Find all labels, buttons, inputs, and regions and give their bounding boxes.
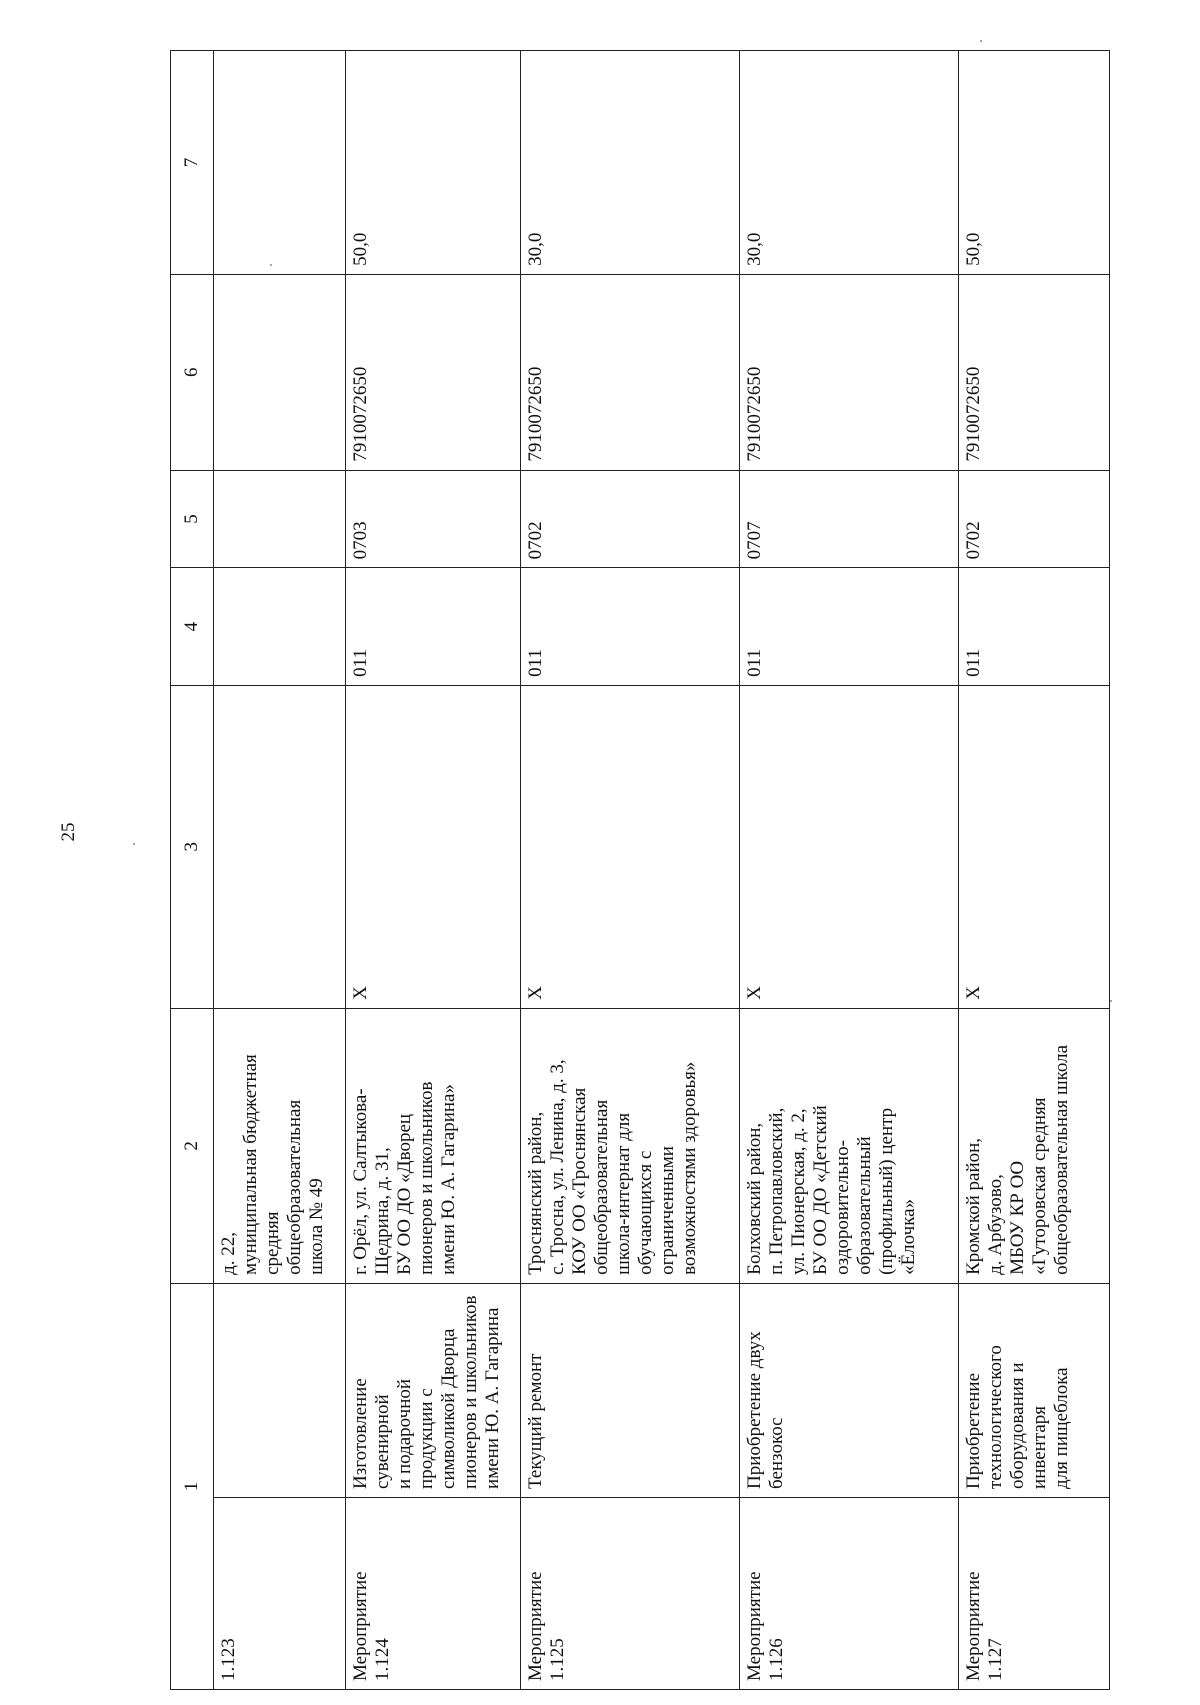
row-col5-cell: 0703	[345, 470, 521, 568]
row-col7-cell: 50,0	[345, 51, 521, 275]
header-col-4: 4	[171, 568, 214, 685]
row-col6-cell: 7910072650	[959, 274, 1110, 470]
row-col3-cell: Х	[740, 685, 959, 1008]
row-name-cell: Текущий ремонт	[521, 1283, 740, 1497]
row-col6-cell	[214, 274, 346, 470]
budget-measures-table	[170, 50, 1110, 1690]
row-col3-cell: Х	[521, 685, 740, 1008]
row-id-cell: Мероприятие 1.125	[521, 1497, 740, 1689]
row-col4-cell: 011	[740, 568, 959, 685]
row-col7-cell: 30,0	[740, 51, 959, 275]
scan-speck	[1110, 1000, 1112, 1002]
header-col-7: 7	[171, 51, 214, 275]
row-id-cell: Мероприятие 1.126	[740, 1497, 959, 1689]
table-row	[740, 51, 959, 1690]
row-address-cell: Троснянский район, с. Тросна, ул. Ленина, д. 3, КОУ ОО «Троснянская общеобразовательная школа-интернат для обучающихся с ограниченными возможностями здоровья»	[521, 1008, 740, 1283]
row-name-cell: Изготовление сувенирной и подарочной продукции с символикой Дворца пионеров и школьников имени Ю. А. Гагарина	[345, 1283, 521, 1497]
row-address-cell: д. 22, муниципальная бюджетная средняя общеобразовательная школа № 49	[214, 1008, 346, 1283]
row-col4-cell: 011	[959, 568, 1110, 685]
row-address-cell: Болховский район, п. Петропавловский, ул. Пионерская, д. 2, БУ ОО ДО «Детский оздоровительно- образовательный (профильный) центр «Ёлочка»	[740, 1008, 959, 1283]
table-row	[521, 51, 740, 1690]
row-col6-cell: 7910072650	[521, 274, 740, 470]
row-col6-cell: 7910072650	[740, 274, 959, 470]
row-col5-cell	[214, 470, 346, 568]
row-col7-cell	[214, 51, 346, 275]
row-col3-cell	[214, 685, 346, 1008]
page-number: 25	[58, 822, 79, 842]
row-col4-cell: 011	[345, 568, 521, 685]
table-row	[214, 51, 346, 1690]
row-id-cell: Мероприятие 1.127	[959, 1497, 1110, 1689]
header-col-5: 5	[171, 470, 214, 568]
row-name-cell: Приобретение технологического оборудования и инвентаря для пищеблока	[959, 1283, 1110, 1497]
row-name-cell	[214, 1283, 346, 1497]
row-id-cell: Мероприятие 1.124	[345, 1497, 521, 1689]
row-id-cell: 1.123	[214, 1497, 346, 1689]
table-row	[959, 51, 1110, 1690]
scan-speck	[980, 40, 982, 42]
row-col4-cell: 011	[521, 568, 740, 685]
header-col-6: 6	[171, 274, 214, 470]
scan-speck	[133, 843, 135, 845]
row-col7-cell: 30,0	[521, 51, 740, 275]
row-col3-cell: Х	[959, 685, 1110, 1008]
scan-speck	[270, 264, 272, 266]
row-col3-cell: Х	[345, 685, 521, 1008]
table-header-row	[171, 51, 214, 1690]
row-col5-cell: 0702	[521, 470, 740, 568]
row-col6-cell: 7910072650	[345, 274, 521, 470]
header-col-3: 3	[171, 685, 214, 1008]
document-table-frame	[170, 50, 1110, 1690]
row-address-cell: г. Орёл, ул. Салтыкова- Щедрина, д. 31, БУ ОО ДО «Дворец пионеров и школьников имени Ю. А. Гагарина»	[345, 1008, 521, 1283]
landscape-table-container	[170, 50, 1110, 1690]
row-col5-cell: 0702	[959, 470, 1110, 568]
row-col4-cell	[214, 568, 346, 685]
row-name-cell: Приобретение двух бензокос	[740, 1283, 959, 1497]
row-col5-cell: 0707	[740, 470, 959, 568]
header-col-1: 1	[171, 1283, 214, 1689]
header-col-2: 2	[171, 1008, 214, 1283]
row-col7-cell: 50,0	[959, 51, 1110, 275]
row-address-cell: Кромской район, д. Арбузово, МБОУ КР ОО «Гуторовская средняя общеобразовательная школа	[959, 1008, 1110, 1283]
table-row	[345, 51, 521, 1690]
